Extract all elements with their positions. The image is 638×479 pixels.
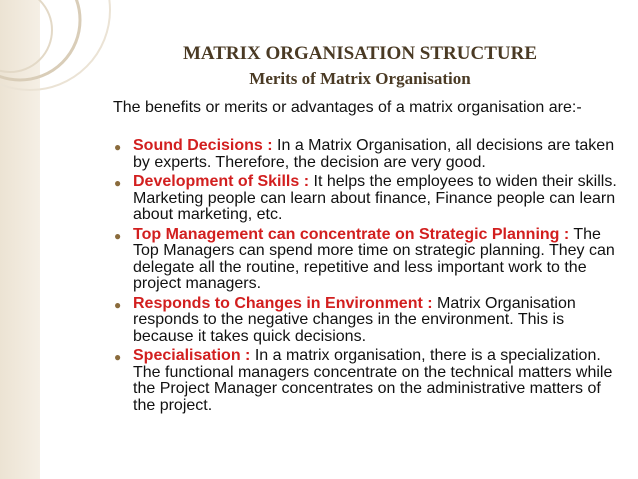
bullet-icon: ● bbox=[114, 176, 122, 190]
bullet-icon: ● bbox=[114, 228, 122, 243]
list-item bbox=[113, 138, 621, 171]
slide-subtitle: Merits of Matrix Organisation bbox=[249, 69, 471, 88]
list-item bbox=[113, 227, 621, 293]
list-item bbox=[113, 296, 621, 346]
merit-text: The Top Managers can spend more time on strategic planning. They can delegate all the routine, repetitive and less important work to the project managers. bbox=[133, 225, 615, 292]
merit-text: It helps the employees to widen their skills. Marketing people can learn about finance, Finance people can learn about marketing, etc. bbox=[133, 173, 617, 223]
bullet-icon: ● bbox=[114, 297, 122, 312]
list-item bbox=[113, 348, 621, 414]
slide-title: MATRIX ORGANISATION STRUCTURE bbox=[182, 43, 537, 64]
merit-text: In a matrix organisation, there is a specialization. The functional managers concentrate on the technical matters while the Project Manager concentrates on the administrative matters of the project. bbox=[133, 347, 613, 414]
merit-term: Sound Decisions : bbox=[133, 137, 273, 154]
bullet-icon: ● bbox=[114, 350, 122, 364]
merits-list bbox=[113, 138, 621, 417]
merit-term: Specialisation : bbox=[133, 347, 251, 364]
merit-term: Responds to Changes in Environment : bbox=[133, 294, 433, 312]
list-item bbox=[113, 174, 621, 224]
merit-term: Development of Skills : bbox=[133, 173, 310, 190]
bullet-icon: ● bbox=[114, 140, 122, 154]
merit-text: In a Matrix Organisation, all decisions are taken by experts. Therefore, the decision are very good. bbox=[133, 137, 615, 171]
merit-text: Matrix Organisation responds to the negative changes in the environment. This is because it takes quick decisions. bbox=[133, 294, 576, 345]
left-decorative-band bbox=[0, 0, 40, 479]
intro-text: The benefits or merits or advantages of a matrix organisation are:- bbox=[113, 99, 582, 116]
merit-term: Top Management can concentrate on Strategic Planning : bbox=[133, 225, 570, 243]
